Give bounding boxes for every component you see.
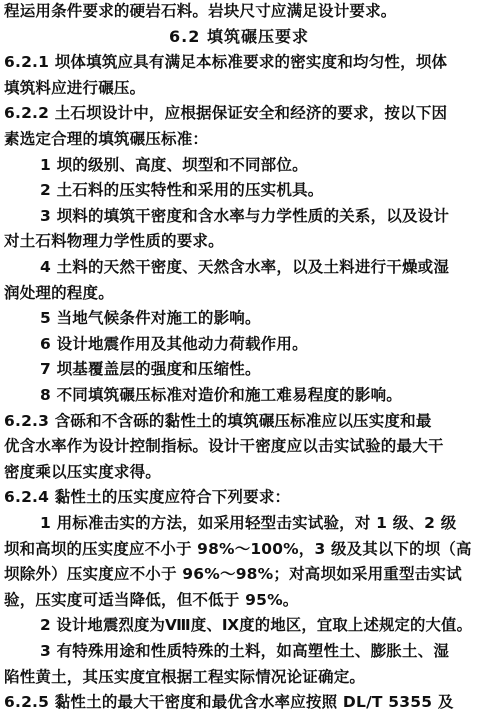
text-line-continuation: 程运用条件要求的硬岩石料。岩块尺寸应满足设计要求。 [4,2,397,20]
list-item-4-line-2: 润处理的程度。 [4,283,114,302]
clause-6-2-3-line-2: 优含水率作为设计控制指标。设计干密度应以击实试验的最大干 [4,437,444,456]
list-item-2: 2 土石料的压实特性和采用的压实机具。 [40,181,324,200]
clause-6-2-1-line-1: 6.2.1 坝体填筑应具有满足本标准要求的密实度和均匀性，坝体 [4,53,448,72]
list-item-1: 1 坝的级别、高度、坝型和不同部位。 [40,155,308,174]
clause-6-2-4-item-1-line-4: 验，压实度可适当降低，但不低于 95%。 [4,590,299,609]
clause-6-2-2-line-2: 素选定合理的填筑碾压标准： [4,130,209,148]
list-item-4-line-1: 4 土料的天然干密度、天然含水率，以及土料进行干燥或湿 [40,258,450,276]
list-item-3-line-1: 3 坝料的填筑干密度和含水率与力学性质的关系，以及设计 [40,206,450,225]
list-item-3-line-2: 对土石料物理力学性质的要求。 [4,232,224,251]
clause-6-2-4-item-1-line-3: 坝除外）压实度应不小于 96%～98%；对高坝如采用重型击实试 [4,565,462,584]
clause-6-2-3-line-3: 密度乘以压实度求得。 [4,462,162,481]
clause-6-2-4-item-2: 2 设计地震烈度为Ⅷ度、Ⅸ度的地区，宜取上述规定的大值。 [40,616,473,635]
section-heading-6-2: 6.2 填筑碾压要求 [169,26,309,46]
clause-6-2-4-item-3-line-1: 3 有特殊用途和性质特殊的土料，如高塑性土、膨胀土、湿 [40,642,450,660]
list-item-8: 8 不同填筑碾压标准对造价和施工难易程度的影响。 [40,386,402,404]
list-item-7: 7 坝基覆盖层的强度和压缩性。 [40,360,261,379]
clause-6-2-4-item-1-line-1: 1 用标准击实的方法，如采用轻型击实试验，对 1 级、2 级 [40,514,457,532]
clause-6-2-3-line-1: 6.2.3 含砾和不含砾的黏性土的填筑碾压标准应以压实度和最 [4,411,432,430]
clause-6-2-2-line-1: 6.2.2 土石坝设计中，应根据保证安全和经济的要求，按以下因 [4,104,448,123]
clause-6-2-5-line-1: 6.2.5 黏性土的最大干密度和最优含水率应按照 DL/T 5355 及 [4,693,454,712]
clause-6-2-4-item-1-line-2: 坝和高坝的压实度应不小于 98%～100%，3 级及其以下的坝（高 [4,539,472,558]
clause-6-2-1-line-2: 填筑料应进行碾压。 [4,78,146,97]
clause-6-2-4-line-1: 6.2.4 黏性土的压实度应符合下列要求： [4,488,291,507]
list-item-6: 6 设计地震作用及其他动力荷载作用。 [40,334,308,353]
clause-6-2-4-item-3-line-2: 陷性黄土，其压实度宜根据工程实际情况论证确定。 [4,667,366,686]
list-item-5: 5 当地气候条件对施工的影响。 [40,309,261,328]
